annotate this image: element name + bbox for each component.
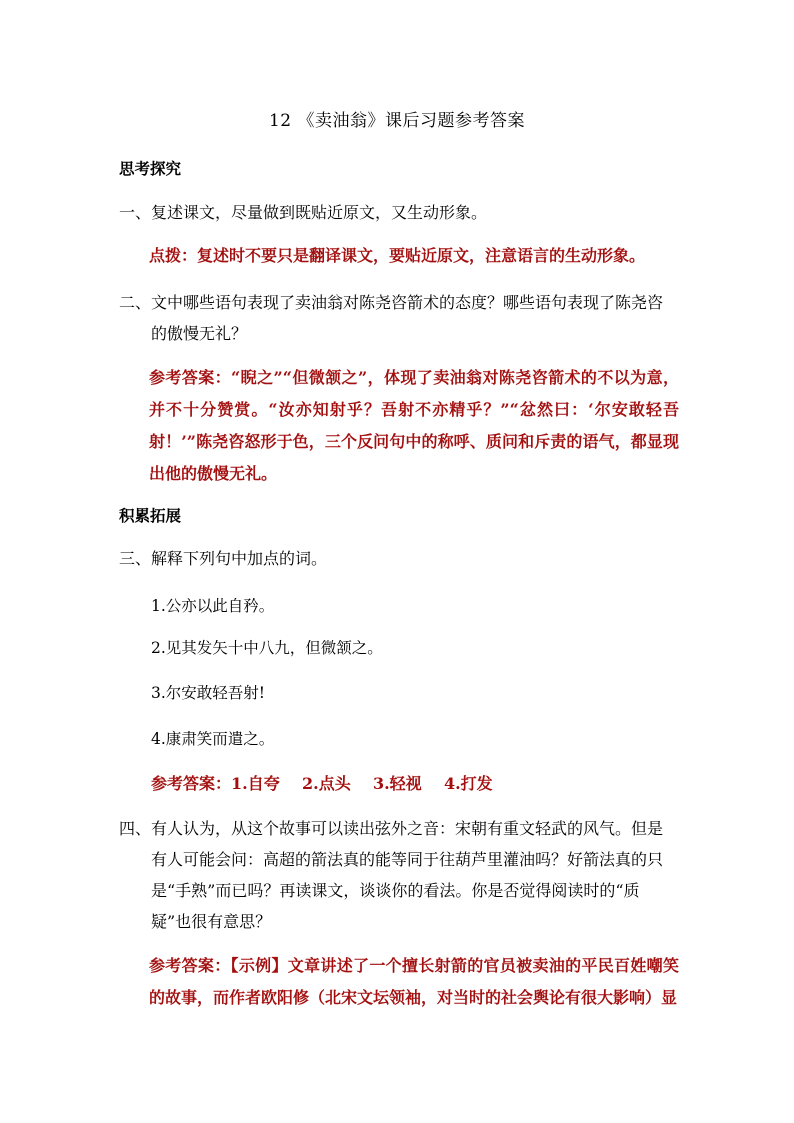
question-1-text: 一、复述课文，尽量做到既贴近原文，又生动形象。 — [119, 203, 488, 222]
question-4-line-3: 是“手熟”而已吗？再读课文，谈谈你的看法。你是否觉得阅读时的“质 — [151, 881, 640, 900]
question-2-line-2: 的傲慢无礼？ — [151, 324, 248, 343]
document-title: 12 《卖油翁》课后习题参考答案 — [268, 111, 526, 131]
question-3-item-4: 4.康肃笑而遣之。 — [151, 730, 275, 748]
question-1-answer: 点拨：复述时不要只是翻译课文，要贴近原文，注意语言的生动形象。 — [149, 246, 646, 265]
question-2-answer: 参考答案：“睨之”“但微颔之”，体现了卖油翁对陈尧咨箭术的不以为意，并不十分赞赏。“汝亦知射乎？吾射不亦精乎？”“忿然曰：‘尔安敢轻吾射！’”陈尧咨怒形于色，三个反问句中的称呼、质问和斥责的语气，都显现出他的傲慢无礼。 — [149, 368, 679, 483]
question-4-line-4: 疑”也很有意思？ — [151, 912, 272, 931]
section-heading-accumulate: 积累拓展 — [119, 506, 182, 525]
question-4-line-1: 四、有人认为，从这个故事可以读出弦外之音：宋朝有重文轻武的风气。但是 — [119, 819, 664, 838]
question-2 — [119, 287, 679, 349]
question-3-item-1: 1.公亦以此自矜。 — [151, 597, 275, 615]
question-3-item-2: 2.见其发矢十中八九，但微颔之。 — [151, 639, 383, 657]
question-2-line-1: 二、文中哪些语句表现了卖油翁对陈尧咨箭术的态度？哪些语句表现了陈尧咨 — [119, 293, 664, 312]
question-3-text: 三、解释下列句中加点的词。 — [119, 549, 328, 568]
question-4 — [119, 813, 679, 937]
question-4-line-2: 有人可能会问：高超的箭法真的能等同于往葫芦里灌油吗？好箭法真的只 — [151, 850, 664, 869]
question-3 — [119, 543, 679, 574]
question-4-answer: 参考答案：【示例】文章讲述了一个擅长射箭的官员被卖油的平民百姓嘲笑的故事，而作者欧阳修（北宋文坛领袖，对当时的社会舆论有很大影响）显 — [149, 956, 679, 1007]
question-3-item-3: 3.尔安敢轻吾射! — [151, 684, 266, 702]
section-heading-think: 思考探究 — [119, 159, 182, 178]
question-1 — [119, 197, 679, 228]
question-3-answer: 参考答案：1.自夸 2.点头 3.轻视 4.打发 — [151, 774, 493, 793]
